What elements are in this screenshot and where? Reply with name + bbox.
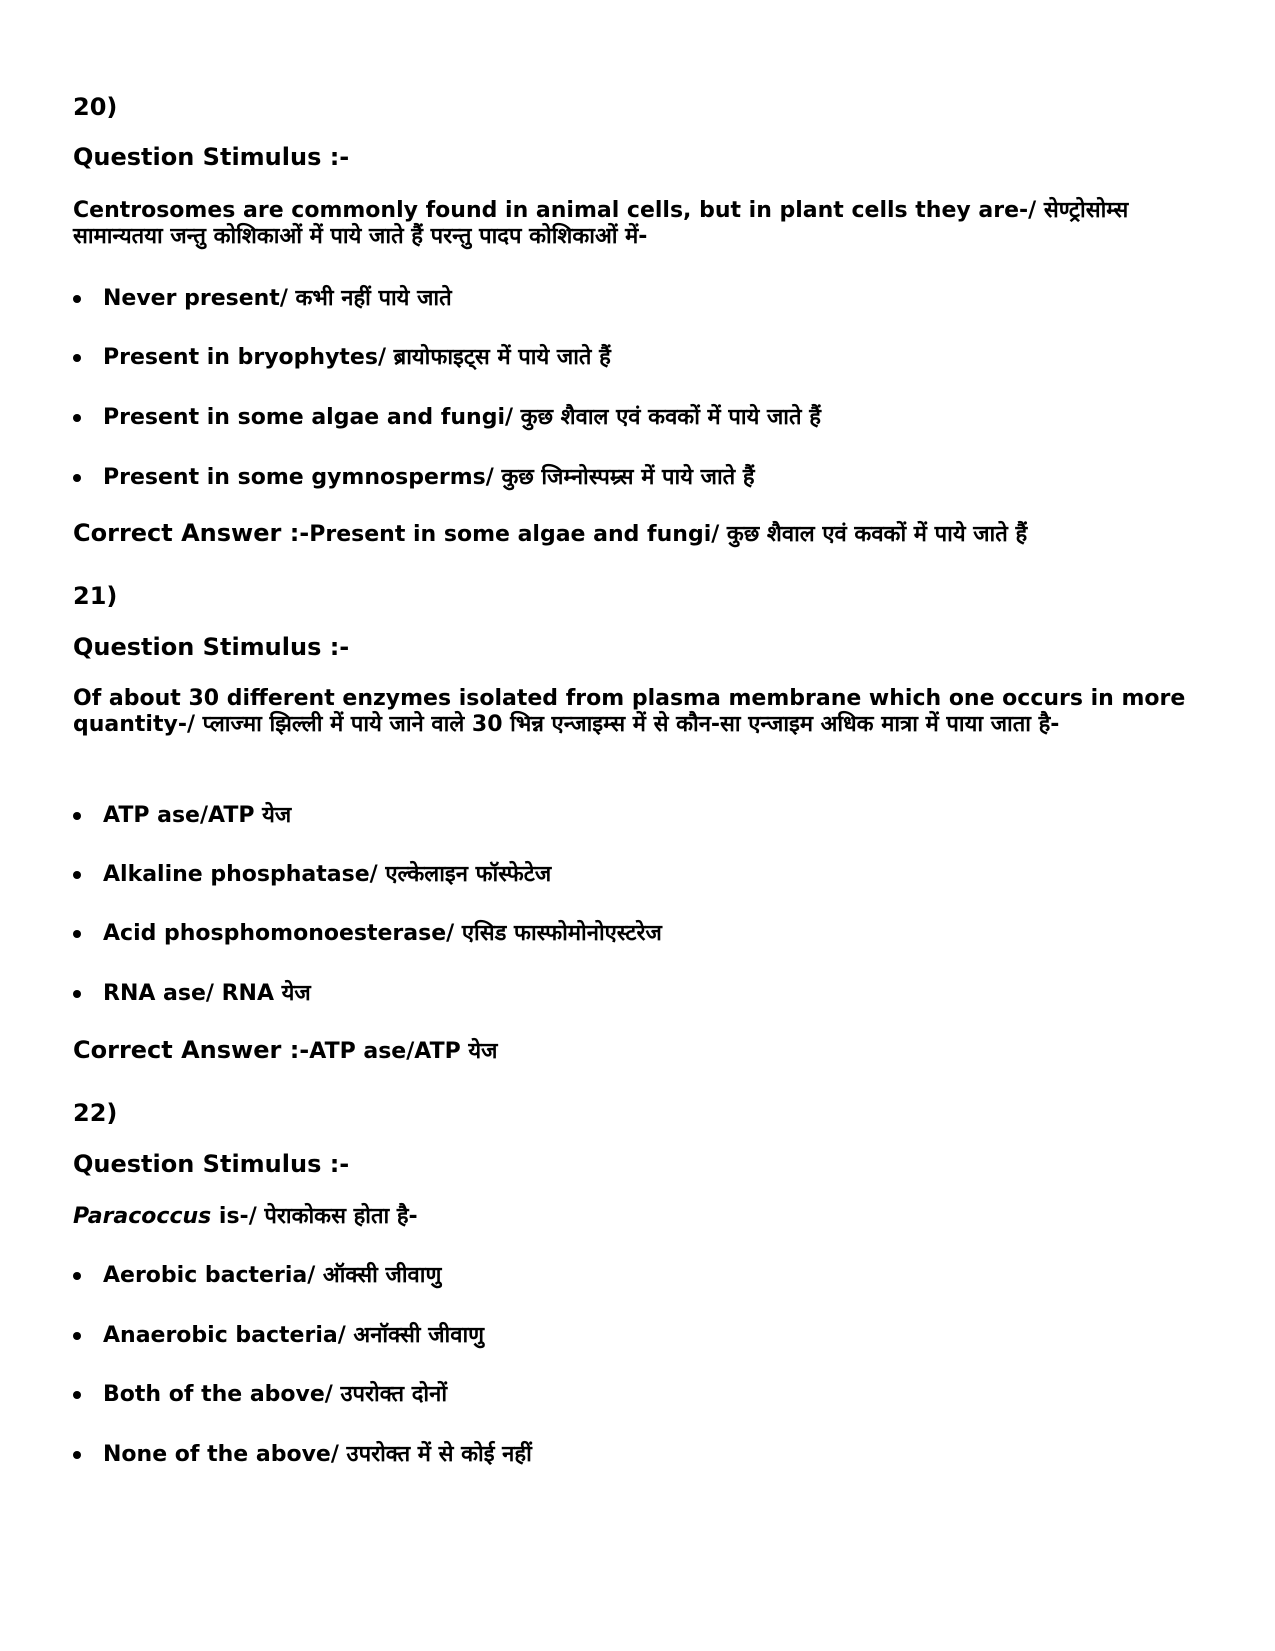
option-item (103, 919, 662, 949)
bullet-icon (73, 812, 81, 820)
bullet-icon (73, 1332, 81, 1340)
bullet-icon (73, 990, 81, 998)
option-text: Acid phosphomonoesterase/ एसिड फास्फोमोनोएस्टरेज (103, 921, 662, 946)
option-text: Present in bryophytes/ ब्रायोफाइट्स में पाये जाते हैं (103, 345, 611, 370)
option-item (103, 343, 611, 373)
question-text (73, 1204, 1203, 1230)
option-text: Present in some gymnosperms/ कुछ जिम्नोस्पम्र्स में पाये जाते हैं (103, 465, 755, 490)
question-stimulus-label: Question Stimulus :- (73, 633, 350, 661)
question-number: 21) (73, 582, 118, 610)
bullet-icon (73, 414, 81, 422)
option-text: Anaerobic bacteria/ अनॉक्सी जीवाणु (103, 1323, 485, 1348)
bullet-icon (73, 1391, 81, 1399)
option-item (103, 801, 291, 831)
option-item (103, 1321, 484, 1351)
option-text: Alkaline phosphatase/ एल्केलाइन फॉस्फेटेज (103, 862, 552, 887)
option-text: Never present/ कभी नहीं पाये जाते (103, 286, 452, 311)
bullet-icon (73, 1451, 81, 1459)
question-stimulus-label: Question Stimulus :- (73, 143, 350, 171)
option-item (103, 1440, 532, 1470)
option-text: None of the above/ उपरोक्त में से कोई नहीं (103, 1442, 532, 1467)
question-stimulus-label: Question Stimulus :- (73, 1150, 350, 1178)
option-text: Both of the above/ उपरोक्त दोनों (103, 1382, 448, 1407)
correct-answer-label: Correct Answer :- (73, 519, 310, 547)
correct-answer-text: ATP ase/ATP येज (309, 1039, 498, 1064)
bullet-icon (73, 930, 81, 938)
option-item (103, 284, 452, 314)
question-number: 20) (73, 93, 118, 121)
option-item (103, 1380, 447, 1410)
correct-answer-label: Correct Answer :- (73, 1036, 310, 1064)
option-text: ATP ase/ATP येज (103, 803, 292, 828)
option-text: Present in some algae and fungi/ कुछ शैवाल एवं कवकों में पाये जाते हैं (103, 405, 821, 430)
question-text-rest: is-/ पेराकोकस होता है- (211, 1204, 418, 1229)
correct-answer-text: Present in some algae and fungi/ कुछ शैवाल एवं कवकों में पाये जाते हैं (309, 522, 1028, 547)
question-text: Of about 30 different enzymes isolated from plasma membrane which one occurs in more quantity-/ प्लाज्मा झिल्ली में पाये जाने वाले 30 भिन्न एन्जाइम्स में से कौन-सा एन्जाइम अधिक मात्रा में पाया जाता है- (73, 686, 1186, 737)
option-item (103, 979, 311, 1009)
option-item (103, 1261, 441, 1291)
bullet-icon (73, 354, 81, 362)
option-item (103, 860, 551, 890)
question-text-italic: Paracoccus (73, 1204, 212, 1229)
option-item (103, 403, 821, 433)
question-number: 22) (73, 1099, 118, 1127)
bullet-icon (73, 295, 81, 303)
option-text: RNA ase/ RNA येज (103, 981, 311, 1006)
option-text: Aerobic bacteria/ ऑक्सी जीवाणु (103, 1263, 442, 1288)
bullet-icon (73, 474, 81, 482)
bullet-icon (73, 1272, 81, 1280)
correct-answer (73, 518, 1027, 550)
bullet-icon (73, 871, 81, 879)
question-text: Centrosomes are commonly found in animal cells, but in plant cells they are-/ सेण्ट्रोसोम्स सामान्यतया जन्तु कोशिकाओं में पाये जाते हैं परन्तु पादप कोशिकाओं में- (73, 198, 1129, 249)
option-item (103, 463, 755, 493)
correct-answer (73, 1035, 497, 1067)
